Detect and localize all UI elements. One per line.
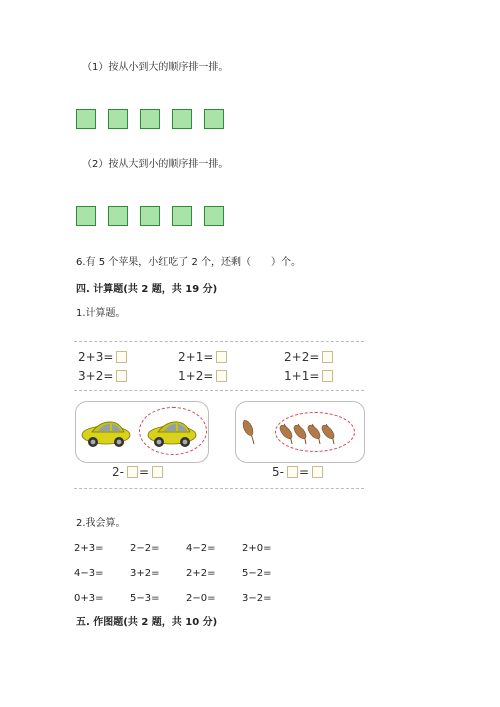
calc1-title: 1.计算题。 [76, 308, 126, 319]
green-square[interactable] [172, 206, 192, 226]
calc2-row [74, 593, 298, 604]
equation-1-2 [178, 350, 227, 364]
divider-bottom [74, 488, 364, 489]
answer-box[interactable] [287, 466, 298, 478]
calc2-item: 5−2= [242, 568, 272, 579]
equation-text: 2- [112, 465, 124, 479]
equation-1-3 [284, 350, 333, 364]
divider-middle [74, 390, 364, 391]
equation-2-1 [78, 369, 127, 383]
green-square[interactable] [172, 109, 192, 129]
answer-box[interactable] [127, 466, 138, 478]
calc2-item: 2−0= [186, 593, 216, 604]
car-icon [80, 418, 132, 448]
answer-box[interactable] [216, 370, 227, 382]
section4-title: 四. 计算题(共 2 题，共 19 分) [76, 284, 218, 295]
ordering-squares-2 [76, 206, 224, 226]
calc2-row [74, 543, 298, 554]
calc2-item: 2+2= [186, 568, 216, 579]
dashed-circle-wheat [275, 412, 355, 452]
q2-label: （2）按从大到小的顺序排一排。 [82, 159, 229, 170]
answer-box[interactable] [152, 466, 163, 478]
green-square[interactable] [76, 109, 96, 129]
car-icon [146, 418, 198, 448]
car-equation [112, 465, 163, 479]
calc2-item: 2+3= [74, 543, 104, 554]
calc2-item: 4−3= [74, 568, 104, 579]
green-square[interactable] [140, 109, 160, 129]
q6-text: 6.有 5 个苹果，小红吃了 2 个，还剩（ ）个。 [76, 257, 301, 268]
calc2-item: 2+0= [242, 543, 272, 554]
calc2-title: 2.我会算。 [76, 518, 126, 529]
equation-1-1 [78, 350, 127, 364]
answer-box[interactable] [116, 370, 127, 382]
equation-text: 1+2= [178, 369, 214, 383]
green-square[interactable] [204, 206, 224, 226]
calc2-item: 0+3= [74, 593, 104, 604]
q1-label: （1）按从小到大的顺序排一排。 [82, 62, 229, 73]
equation-2-2 [178, 369, 227, 383]
ordering-squares-1 [76, 109, 224, 129]
calc2-row [74, 568, 298, 579]
equation-2-3 [284, 369, 333, 383]
calc2-item: 2−2= [130, 543, 160, 554]
answer-box[interactable] [322, 370, 333, 382]
green-square[interactable] [140, 206, 160, 226]
calc2-item: 3−2= [242, 593, 272, 604]
divider-top [74, 341, 364, 342]
green-square[interactable] [76, 206, 96, 226]
equation-text: 2+1= [178, 350, 214, 364]
answer-box[interactable] [216, 351, 227, 363]
equation-text: 2+2= [284, 350, 320, 364]
equation-text: 1+1= [284, 369, 320, 383]
green-square[interactable] [204, 109, 224, 129]
equals-sign: = [298, 465, 310, 479]
equation-text: 5- [272, 465, 284, 479]
section5-title: 五. 作图题(共 2 题，共 10 分) [76, 617, 218, 628]
calc2-item: 5−3= [130, 593, 160, 604]
equation-text: 2+3= [78, 350, 114, 364]
equals-sign: = [138, 465, 150, 479]
green-square[interactable] [108, 109, 128, 129]
calc2-item: 3+2= [130, 568, 160, 579]
equation-text: 3+2= [78, 369, 114, 383]
calc2-item: 4−2= [186, 543, 216, 554]
answer-box[interactable] [116, 351, 127, 363]
answer-box[interactable] [322, 351, 333, 363]
answer-box[interactable] [312, 466, 323, 478]
wheat-equation [272, 465, 323, 479]
green-square[interactable] [108, 206, 128, 226]
